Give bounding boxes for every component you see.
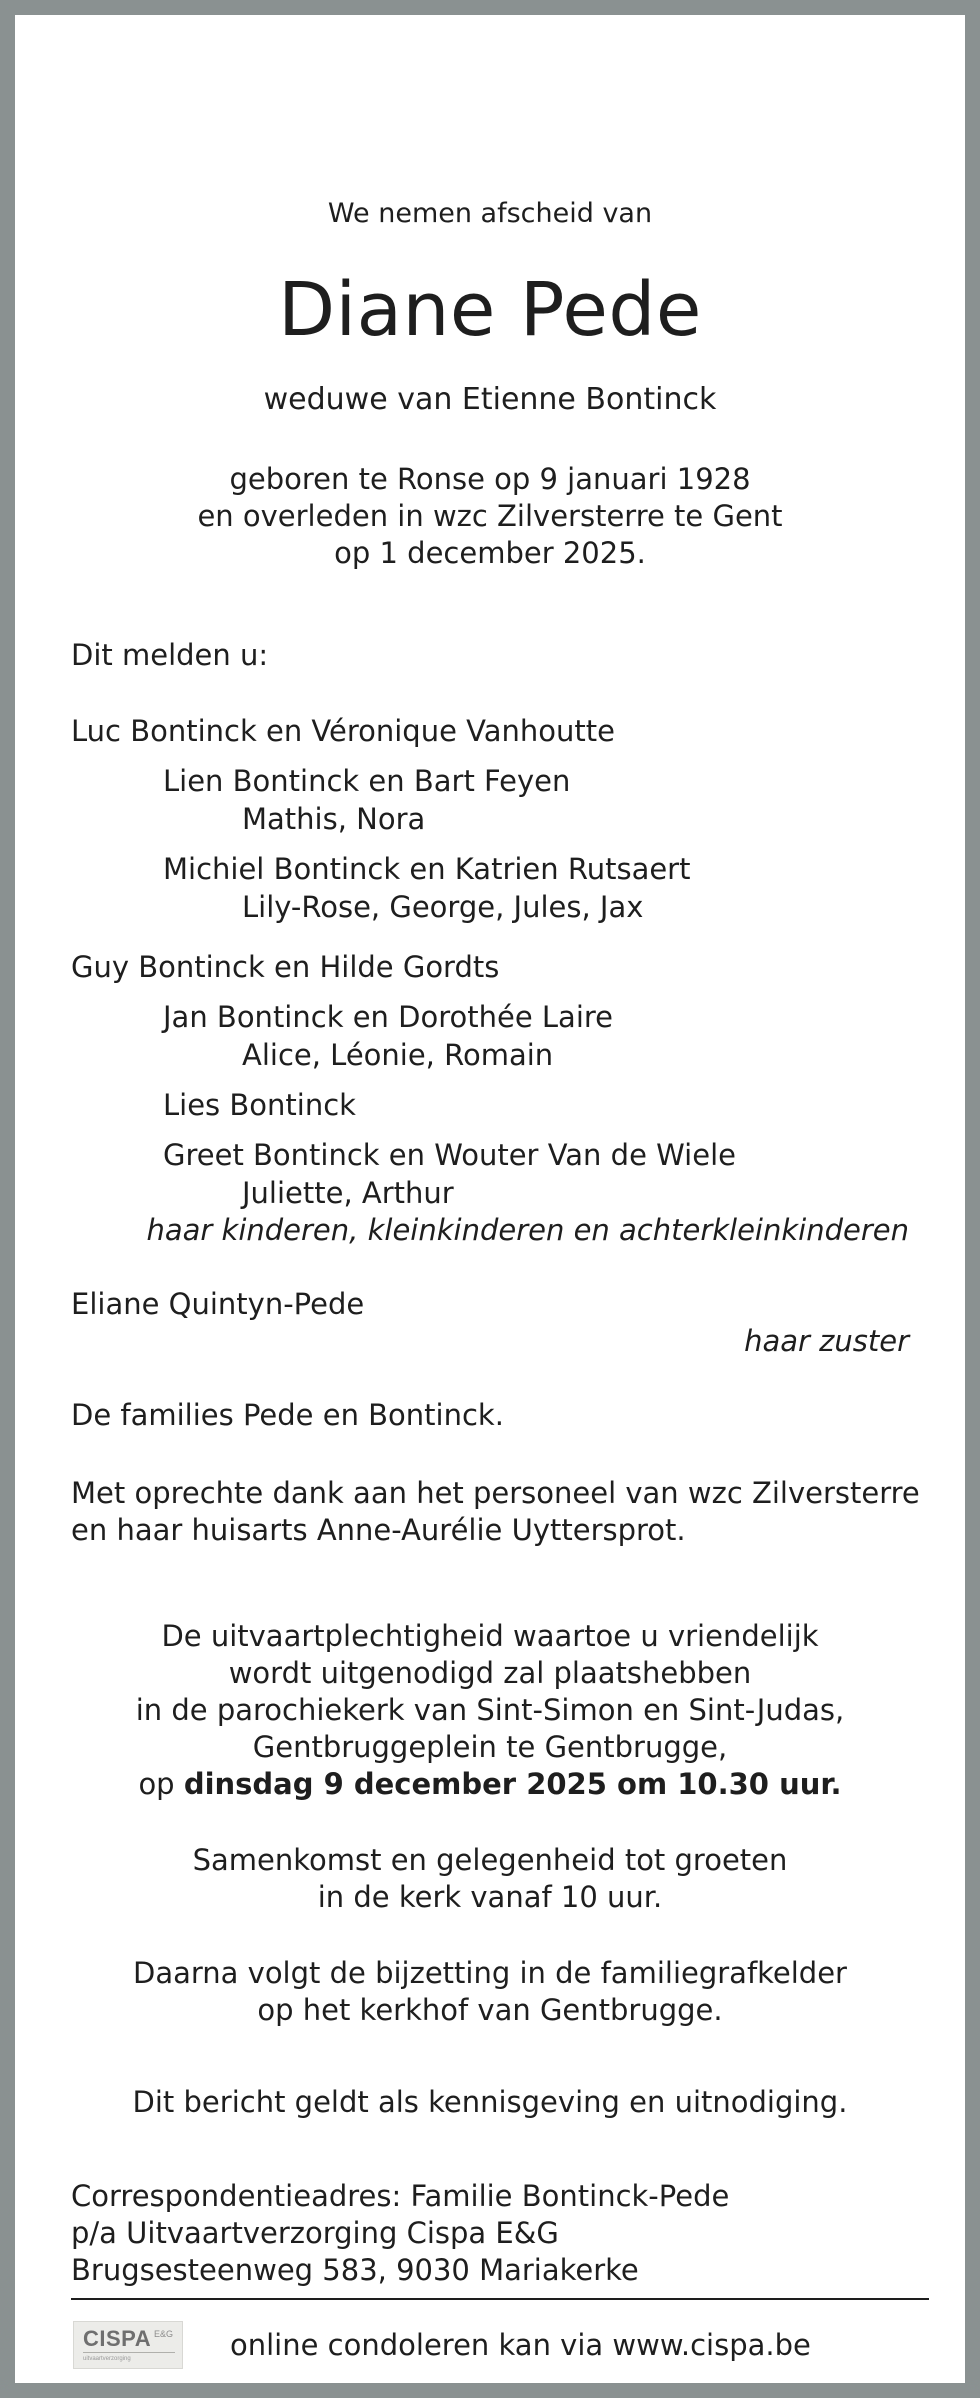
- cispa-logo-suffix: E&G: [154, 2329, 174, 2339]
- footer-divider: [71, 2298, 929, 2300]
- online-condolence-link[interactable]: online condoleren kan via www.cispa.be: [230, 2328, 811, 2362]
- family-great-grandchildren-5: Juliette, Arthur: [242, 1176, 454, 1210]
- correspondence-line-2: p/a Uitvaartverzorging Cispa E&G: [71, 2216, 559, 2250]
- widow-line: weduwe van Etienne Bontinck: [263, 382, 717, 417]
- family-grandchild-5: Greet Bontinck en Wouter Van de Wiele: [163, 1138, 736, 1172]
- cispa-logo-rule: [83, 2352, 175, 2353]
- ceremony-date-prefix: op: [138, 1767, 184, 1801]
- ceremony-line-2: wordt uitgenodigd zal plaatshebben: [228, 1656, 752, 1690]
- death-date-line: op 1 december 2025.: [334, 536, 646, 570]
- birth-line: geboren te Ronse op 9 januari 1928: [229, 462, 751, 496]
- burial-line-2: op het kerkhof van Gentbrugge.: [257, 1993, 723, 2027]
- ceremony-line-3: in de parochiekerk van Sint-Simon en Sint-Judas,: [135, 1693, 845, 1727]
- cispa-logo-text: CISPA: [83, 2326, 152, 2351]
- announce-line: Dit melden u:: [71, 638, 269, 672]
- family-grandchild-2: Michiel Bontinck en Katrien Rutsaert: [163, 852, 691, 886]
- correspondence-line-3: Brugsesteenweg 583, 9030 Mariakerke: [71, 2253, 639, 2287]
- cispa-logo: [73, 2321, 183, 2369]
- gathering-line-2: in de kerk vanaf 10 uur.: [317, 1880, 663, 1914]
- ceremony-date: dinsdag 9 december 2025 om 10.30 uur.: [183, 1767, 842, 1801]
- family-great-grandchildren-2: Lily-Rose, George, Jules, Jax: [242, 890, 644, 924]
- death-line: en overleden in wzc Zilversterre te Gent: [197, 499, 783, 533]
- ceremony-date-line: [15, 1765, 965, 1803]
- family-couple-2: Guy Bontinck en Hilde Gordts: [71, 950, 500, 984]
- family-great-grandchildren-3: Alice, Léonie, Romain: [242, 1038, 554, 1072]
- family-couple-1: Luc Bontinck en Véronique Vanhoutte: [71, 714, 615, 748]
- correspondence-line-1: Correspondentieadres: Familie Bontinck-Pede: [71, 2179, 730, 2213]
- burial-line-1: Daarna volgt de bijzetting in de familiegrafkelder: [133, 1956, 847, 1990]
- sister-line: Eliane Quintyn-Pede: [71, 1287, 365, 1321]
- cispa-logo-subtitle: uitvaartverzorging: [83, 2356, 131, 2362]
- descendants-note: haar kinderen, kleinkinderen en achterkleinkinderen: [146, 1213, 909, 1247]
- ceremony-line-1: De uitvaartplechtigheid waartoe u vriendelijk: [161, 1619, 819, 1653]
- notice-line: Dit bericht geldt als kennisgeving en uitnodiging.: [132, 2085, 848, 2119]
- gathering-line-1: Samenkomst en gelegenheid tot groeten: [192, 1843, 788, 1877]
- sister-note: haar zuster: [744, 1324, 909, 1358]
- deceased-name: Diane Pede: [278, 267, 702, 353]
- ceremony-line-4: Gentbruggeplein te Gentbrugge,: [252, 1730, 728, 1764]
- thanks-line-1: Met oprechte dank aan het personeel van wzc Zilversterre: [71, 1476, 920, 1510]
- family-grandchild-1: Lien Bontinck en Bart Feyen: [163, 764, 571, 798]
- family-great-grandchildren-1: Mathis, Nora: [242, 802, 426, 836]
- families-line: De families Pede en Bontinck.: [71, 1398, 504, 1432]
- family-grandchild-3: Jan Bontinck en Dorothée Laire: [163, 1000, 614, 1034]
- thanks-line-2: en haar huisarts Anne-Aurélie Uyttersprot.: [71, 1513, 686, 1547]
- family-grandchild-4: Lies Bontinck: [163, 1088, 356, 1122]
- intro-line: We nemen afscheid van: [327, 198, 653, 229]
